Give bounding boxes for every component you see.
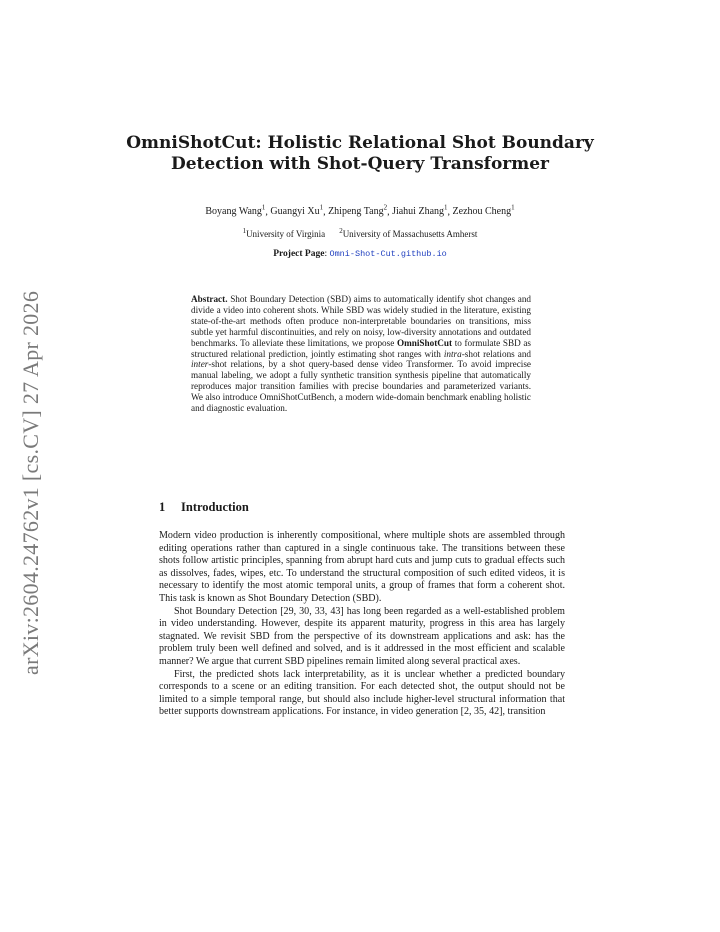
affiliations [100, 225, 620, 240]
abstract-emph-intra: intra [443, 348, 462, 359]
abstract-heading: Abstract. [191, 294, 228, 304]
author: Jiahui Zhang$^1$ [392, 204, 448, 218]
abstract-text: Shot Boundary Detection (SBD) aims to automatically identify shot changes and divide a video into coherent shots. While SBD was widely studied in the literature, existing state-of-the-art methods often produce non-interpretable boundaries on transitions, miss subtle yet harmful discontinuities, and rely on noisy, low-diversity annotations and outdated benchmarks. To alleviate these limitations, we propose [191, 294, 531, 348]
abstract-text: to formulate SBD as structured relational prediction, jointly estimating shot ranges with [191, 337, 532, 359]
author-list: Boyang Wang$^1$, Guangyi Xu$^1$, Zhipeng Tang$^2$, Jiahui Zhang$^1$, Zezhou Cheng$^1$ [205, 204, 515, 218]
abstract-text: -shot relations, by a shot query-based dense video Transformer. To avoid imprecise manual labeling, we adopt a fully synthetic transition synthesis pipeline that automatically reproduces major transition families with precise boundaries and parameterized variants. We also introduce OmniShotCutBench, a modern wide-domain benchmark enabling holistic and diagnostic evaluation. [191, 359, 531, 414]
author: Zhipeng Tang$^2$ [328, 204, 388, 218]
method-name: OmniShotCut [396, 337, 453, 348]
author: Zezhou Cheng$^1$ [452, 204, 515, 218]
section-heading [159, 500, 249, 515]
paragraph: Shot Boundary Detection [29, 30, 33, 43] has long been regarded as a well-established problem in video understanding. However, despite its apparent maturity, progress in this area has largely stagnated. We revisit SBD from the perspective of its downstream applications and ask: has the problem truly been well defined and solved, and is it addressed in the most efficient and scalable manner? We argue that current SBD pipelines remain limited along several practical axes. [159, 605, 565, 667]
abstract [191, 294, 531, 414]
introduction-body [159, 530, 565, 719]
arxiv-identifier: arXiv:2604.24762v1 [cs.CV] 27 Apr 2026 [18, 290, 43, 675]
author: Guangyi Xu$^1$ [270, 204, 324, 218]
title-line-1: OmniShotCut: Holistic Relational Shot Boundary [126, 133, 594, 153]
project-page-line: Project Page: Omni-Shot-Cut.github.io [273, 249, 447, 259]
paragraph: Modern video production is inherently compositional, where multiple shots are assembled through editing operations rather than captured in a single continuous take. The transitions between these shots follow artistic principles, spanning from abrupt hard cuts and jump cuts to gradual effects such as dissolves, fades, wipes, etc. To understand the structural composition of such edited videos, it is necessary to identify the most atomic temporal units, a group of frames that form a coherent shot. This task is known as Shot Boundary Detection (SBD). [159, 530, 565, 604]
affiliation: $^1$University of Virginia [242, 227, 326, 239]
author: Boyang Wang$^1$ [205, 204, 266, 218]
project-page-label: Project Page [273, 249, 325, 259]
title-line-2: Detection with Shot-Query Transformer [170, 154, 550, 174]
paper-title [120, 133, 600, 175]
affiliation: $^2$University of Massachusetts Amherst [339, 227, 478, 239]
abstract-emph-inter: inter [191, 359, 209, 370]
section-number: 1 [159, 500, 166, 514]
paragraph: First, the predicted shots lack interpretability, as it is unclear whether a predicted boundary corresponds to a scene or an editing transition. For each detected shot, the output should not be limited to a simple temporal range, but should also include higher-level structural information that better supports downstream applications. For instance, in video generation [2, 35, 42], transition [159, 668, 565, 718]
section-title: Introduction [181, 500, 249, 514]
project-page-link[interactable]: Omni-Shot-Cut.github.io [329, 249, 447, 259]
abstract-text: -shot relations and [461, 348, 532, 359]
